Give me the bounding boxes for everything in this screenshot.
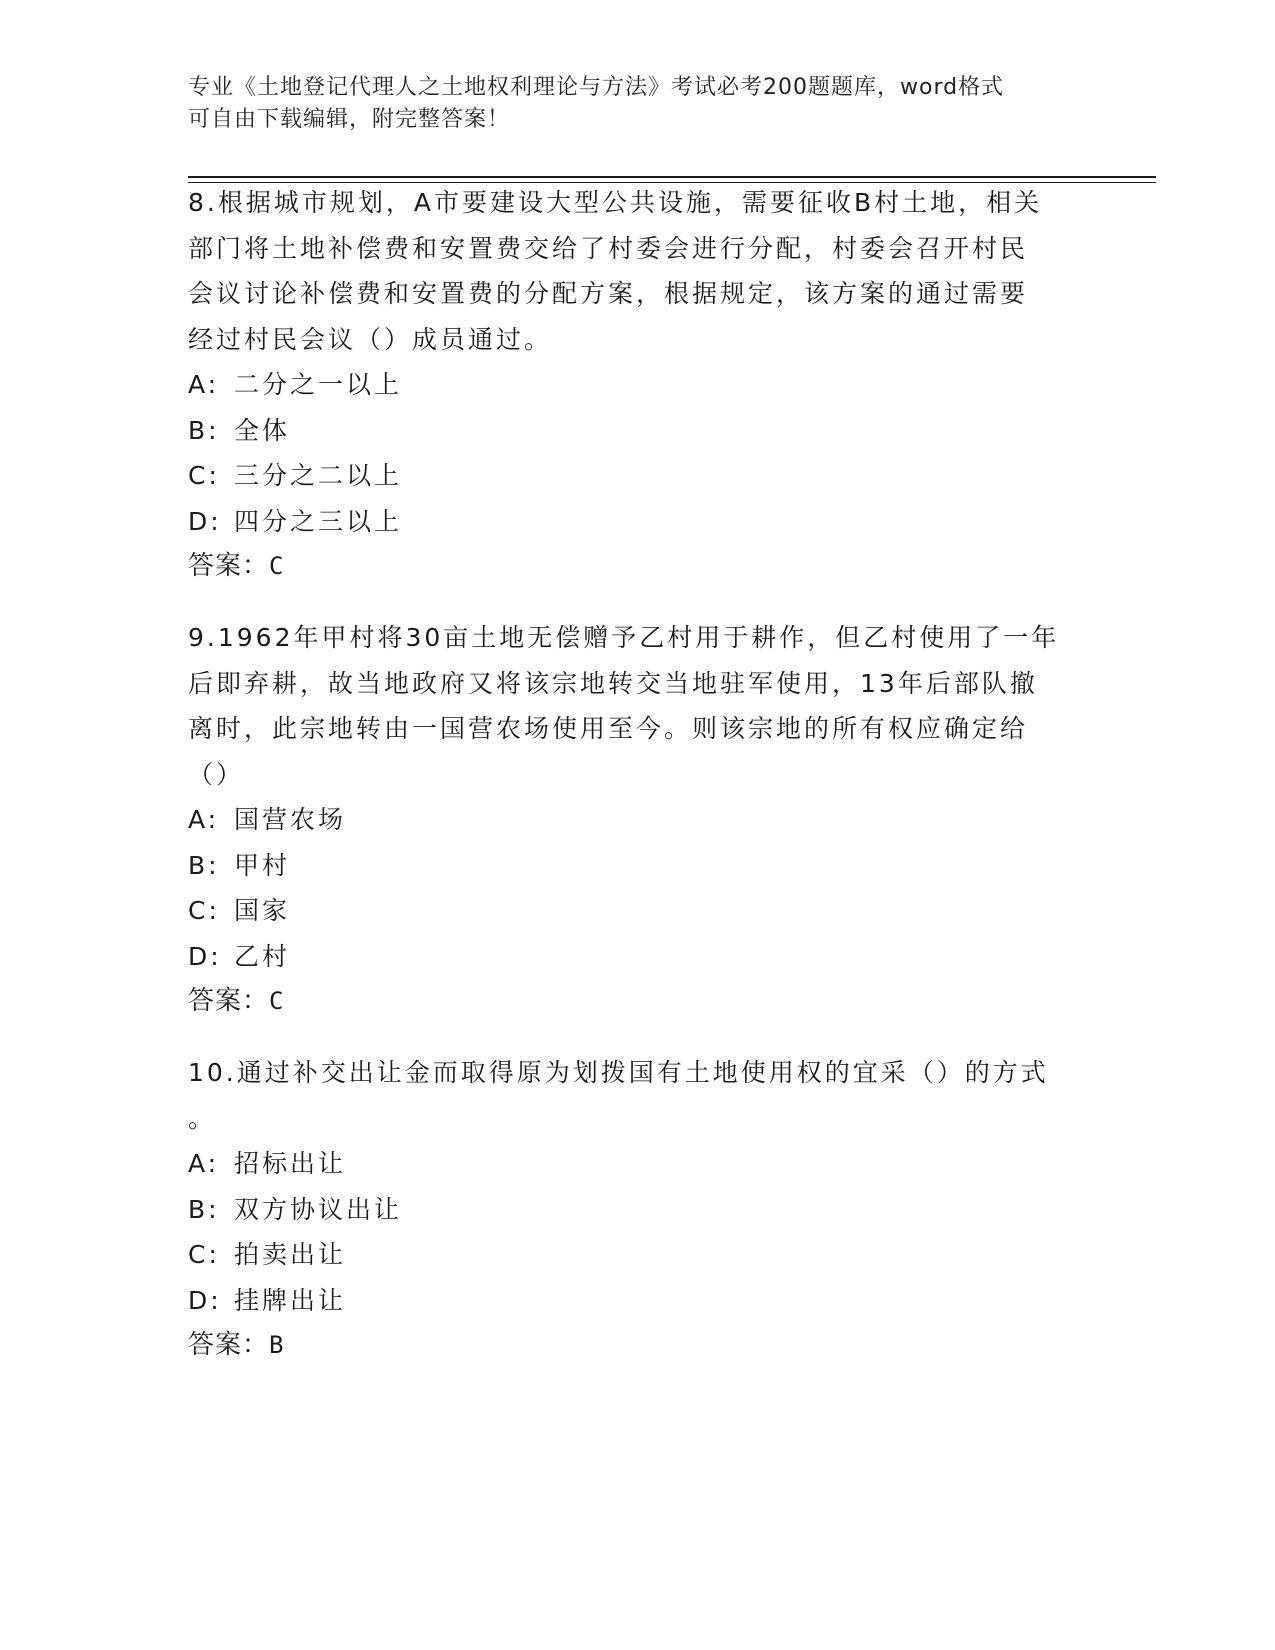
answer-value: C	[269, 552, 285, 580]
question-text	[188, 1050, 1088, 1141]
option-text: 挂牌出让	[234, 1285, 347, 1315]
option-text: 全体	[234, 415, 291, 445]
option-key: C:	[188, 1240, 220, 1269]
question-line: （）	[188, 759, 245, 789]
option-text: 三分之二以上	[234, 461, 403, 490]
question-line: 后即弃耕，故当地政府又将该宗地转交当地驻军使用，13年后部队撤	[188, 668, 1038, 698]
question-line: 会议讨论补偿费和安置费的分配方案，根据规定，该方案的通过需要	[188, 279, 1029, 308]
header-line-2: 可自由下载编辑，附完整答案！	[188, 107, 511, 132]
question-line: 10.通过补交出让金而取得原为划拨国有土地使用权的宜采（）的方式	[188, 1058, 1049, 1087]
answer-value: C	[269, 987, 285, 1015]
option-key: A:	[188, 805, 220, 834]
option-key: D:	[188, 506, 222, 536]
option-c	[188, 453, 1088, 499]
option-key: D:	[188, 941, 222, 971]
option-d	[188, 499, 1088, 545]
option-b	[188, 1187, 1088, 1233]
option-text: 拍卖出让	[234, 1240, 347, 1269]
document-header	[188, 72, 1088, 136]
question-line: 部门将土地补偿费和安置费交给了村委会进行分配，村委会召开村民	[188, 233, 1029, 263]
option-text: 甲村	[234, 850, 291, 880]
option-key: B:	[188, 850, 220, 880]
option-c	[188, 1232, 1088, 1278]
question-9	[188, 615, 1088, 1025]
question-text	[188, 180, 1088, 362]
option-a	[188, 797, 1088, 843]
header-line-1: 专业《土地登记代理人之土地权利理论与方法》考试必考200题题库，word格式	[188, 75, 1005, 100]
option-text: 二分之一以上	[234, 370, 403, 399]
question-text	[188, 615, 1088, 797]
option-text: 国营农场	[234, 805, 347, 834]
question-line: 经过村民会议（）成员通过。	[188, 324, 553, 354]
answer	[188, 1323, 1088, 1369]
option-text: 双方协议出让	[234, 1194, 403, 1224]
answer	[188, 979, 1088, 1025]
answer-label: 答案：	[188, 1330, 270, 1360]
header-divider-thick	[188, 176, 1156, 178]
option-a	[188, 362, 1088, 408]
option-text: 四分之三以上	[234, 506, 403, 536]
question-line: 9.1962年甲村将30亩土地无偿赠予乙村用于耕作，但乙村使用了一年	[188, 623, 1060, 652]
answer-label: 答案：	[188, 551, 270, 581]
option-b	[188, 408, 1088, 454]
answer	[188, 544, 1088, 590]
option-text: 乙村	[234, 941, 291, 971]
answer-value: B	[269, 1331, 285, 1359]
option-d	[188, 1278, 1088, 1324]
option-key: C:	[188, 896, 220, 925]
option-key: A:	[188, 1149, 220, 1178]
option-c	[188, 888, 1088, 934]
option-d	[188, 934, 1088, 980]
option-key: B:	[188, 1194, 220, 1224]
question-line: 离时，此宗地转由一国营农场使用至今。则该宗地的所有权应确定给	[188, 714, 1029, 743]
question-10	[188, 1050, 1088, 1369]
option-text: 国家	[234, 896, 291, 925]
option-key: D:	[188, 1285, 222, 1315]
question-line: 8.根据城市规划，A市要建设大型公共设施，需要征收B村土地，相关	[188, 188, 1043, 217]
option-a	[188, 1141, 1088, 1187]
question-line: 。	[188, 1103, 217, 1133]
option-key: B:	[188, 415, 220, 445]
option-b	[188, 843, 1088, 889]
answer-label: 答案：	[188, 986, 270, 1016]
option-key: C:	[188, 461, 220, 490]
question-8	[188, 180, 1088, 590]
option-key: A:	[188, 370, 220, 399]
option-text: 招标出让	[234, 1149, 347, 1178]
